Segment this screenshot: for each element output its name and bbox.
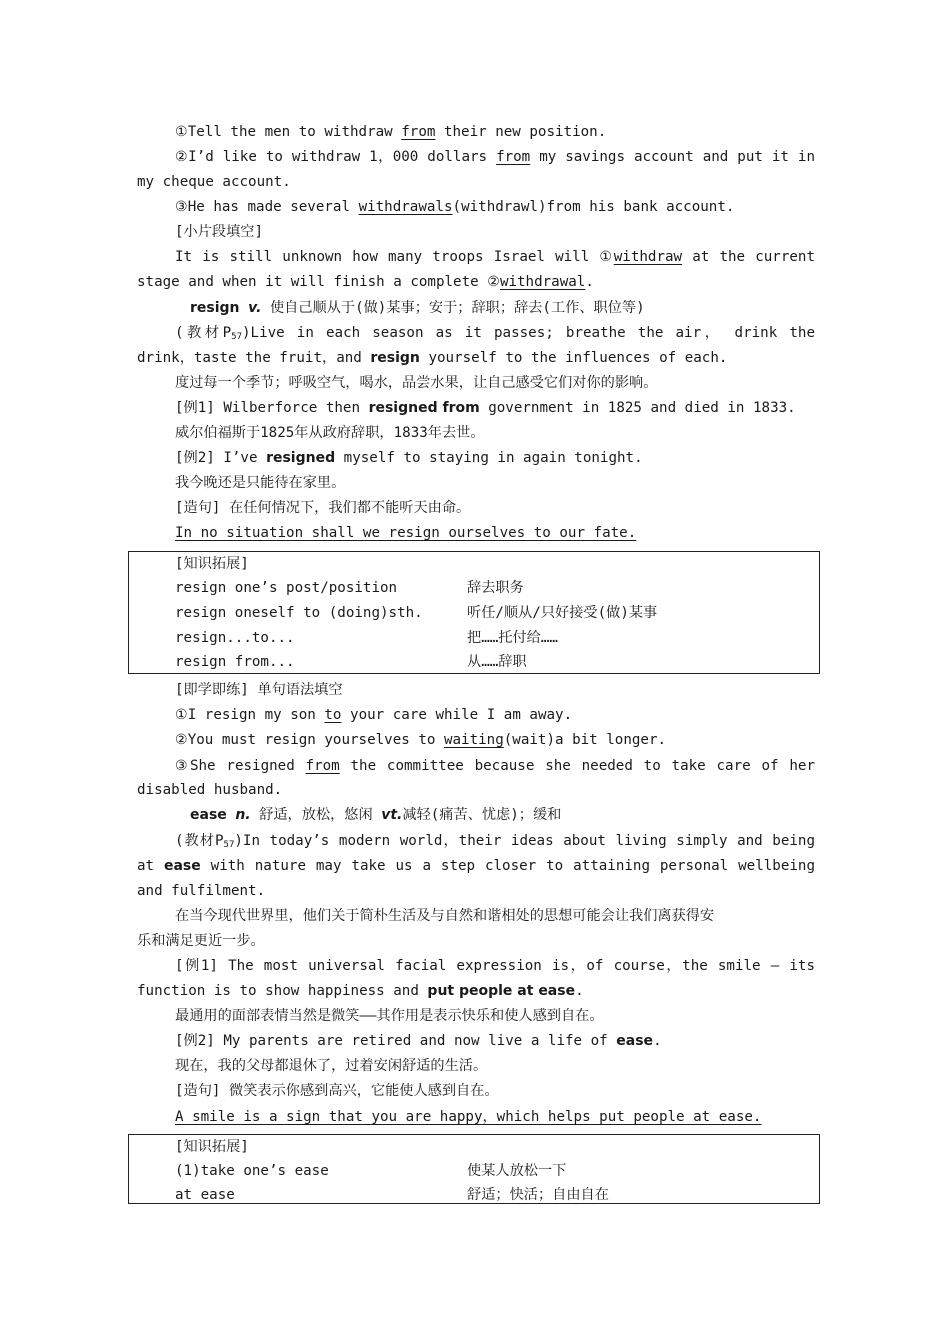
fill-in-title: [小片段填空] — [175, 224, 264, 240]
practice-item-1: ①I resign my son to your care while I am away. — [175, 707, 573, 723]
expand-phrase: resign...to... — [175, 630, 295, 646]
resign-example-2: [例2] I’ve resigned myself to staying in again tonight. — [175, 450, 643, 466]
headword: resign — [190, 300, 240, 316]
resign-make-sentence: [造句] 在任何情况下，我们都不能听天由命。 — [175, 500, 471, 516]
resign-make-answer: In no situation shall we resign ourselves to our fate. — [175, 525, 637, 541]
expand-title: [知识拓展] — [175, 556, 249, 572]
expand-phrase: at ease — [175, 1187, 235, 1203]
expand-meaning: 听任/顺从/只好接受(做)某事 — [467, 605, 658, 621]
headword: ease — [190, 807, 227, 823]
withdraw-example-1: ①Tell the men to withdraw from their new position. — [175, 124, 607, 140]
part-of-speech: v. — [248, 300, 262, 316]
expand-meaning: 舒适；快活；自由自在 — [467, 1187, 609, 1203]
withdraw-example-3: ③He has made several withdrawals(withdrawl)from his bank account. — [175, 199, 735, 215]
part-of-speech: n. — [235, 807, 251, 823]
ease-make-answer: A smile is a sign that you are happy，which helps put people at ease. — [175, 1109, 762, 1125]
ease-example-1-cont: function is to show happiness and put people at ease. — [137, 983, 584, 999]
resign-expand-box — [128, 551, 820, 674]
ease-example-2-cn: 现在，我的父母都退休了，过着安闲舒适的生活。 — [175, 1058, 488, 1074]
withdraw-example-2-cont: my cheque account. — [137, 174, 291, 190]
answer-blank: from — [401, 124, 436, 140]
resign-example-1-cn: 威尔伯福斯于1825年从政府辞职，1833年去世。 — [175, 425, 485, 441]
expand-phrase: resign from... — [175, 654, 295, 670]
ease-textbook-line-3: and fulfilment. — [137, 883, 266, 899]
meaning: 使自己顺从于(做)某事；安于；辞职；辞去(工作、职位等) — [269, 300, 645, 316]
expand-phrase: resign one’s post/position — [175, 580, 398, 596]
ease-textbook-line-1: (教材$P_{57})In$ today’s modern world，their ideas about living simply and being — [175, 833, 815, 850]
withdraw-example-2: ②I’d like to withdraw 1，000 dollars from my savings account and put it in — [175, 149, 816, 165]
expand-meaning: 辞去职务 — [467, 580, 524, 596]
answer-blank: withdrawal — [499, 274, 586, 290]
expand-meaning: 从……辞职 — [467, 654, 527, 670]
practice-item-3-cont: disabled husband. — [137, 782, 283, 798]
answer-blank: withdraw — [613, 249, 683, 265]
part-of-speech: vt. — [381, 807, 403, 823]
ease-make-sentence: [造句] 微笑表示你感到高兴，它能使人感到自在。 — [175, 1083, 499, 1099]
answer-blank: withdrawals — [358, 199, 453, 215]
practice-item-2: ②You must resign yourselves to waiting(wait)a bit longer. — [175, 732, 667, 748]
resign-textbook-line-1: (教材$P_{57})Live$ in each season as it passes; breathe the air， drink the — [175, 325, 815, 342]
answer-blank: to — [324, 707, 342, 723]
fill-in-line-2: stage and when it will finish a complete ②withdrawal. — [137, 274, 594, 290]
ease-example-1: [例1] The most universal facial expression is，of course，the smile — its — [175, 958, 815, 974]
ease-translation-1: 在当今现代世界里，他们关于简朴生活及与自然和谐相处的思想可能会让我们离获得安 — [175, 908, 715, 924]
resign-headword-line — [190, 296, 815, 321]
fill-in-line-1: It is still unknown how many troops Israel will ①withdraw at the current — [175, 249, 816, 265]
ease-translation-2: 乐和满足更近一步。 — [137, 933, 265, 949]
ease-textbook-line-2: at ease with nature may take us a step closer to attaining personal wellbeing — [137, 858, 815, 874]
expand-meaning: 把……托付给…… — [467, 630, 558, 646]
ease-expand-box — [128, 1134, 820, 1204]
practice-title: [即学即练] 单句语法填空 — [175, 682, 343, 698]
resign-textbook-line-2: drink，taste the fruit，and resign yourself to the influences of each. — [137, 350, 728, 366]
resign-example-1: [例1] Wilberforce then resigned from government in 1825 and died in 1833. — [175, 400, 796, 416]
expand-phrase: (1)take one’s ease — [175, 1163, 329, 1179]
ease-example-2: [例2] My parents are retired and now live a life of ease. — [175, 1033, 662, 1049]
ease-headword-line: ease n. 舒适，放松，悠闲 vt.减轻(痛苦、忧虑)；缓和 — [190, 807, 562, 823]
resign-translation: 度过每一个季节；呼吸空气，喝水，品尝水果，让自己感受它们对你的影响。 — [175, 375, 658, 391]
answer-blank: from — [305, 758, 340, 774]
expand-meaning: 使某人放松一下 — [467, 1163, 567, 1179]
resign-example-2-cn: 我今晚还是只能待在家里。 — [175, 475, 346, 491]
expand-title: [知识拓展] — [175, 1139, 249, 1155]
expand-phrase: resign oneself to (doing)sth. — [175, 605, 423, 621]
answer-blank: from — [496, 149, 531, 165]
practice-item-3: ③She resigned from the committee because she needed to take care of her — [175, 758, 815, 774]
ease-example-1-cn: 最通用的面部表情当然是微笑——其作用是表示快乐和使人感到自在。 — [175, 1008, 604, 1024]
answer-blank: waiting — [443, 732, 504, 748]
